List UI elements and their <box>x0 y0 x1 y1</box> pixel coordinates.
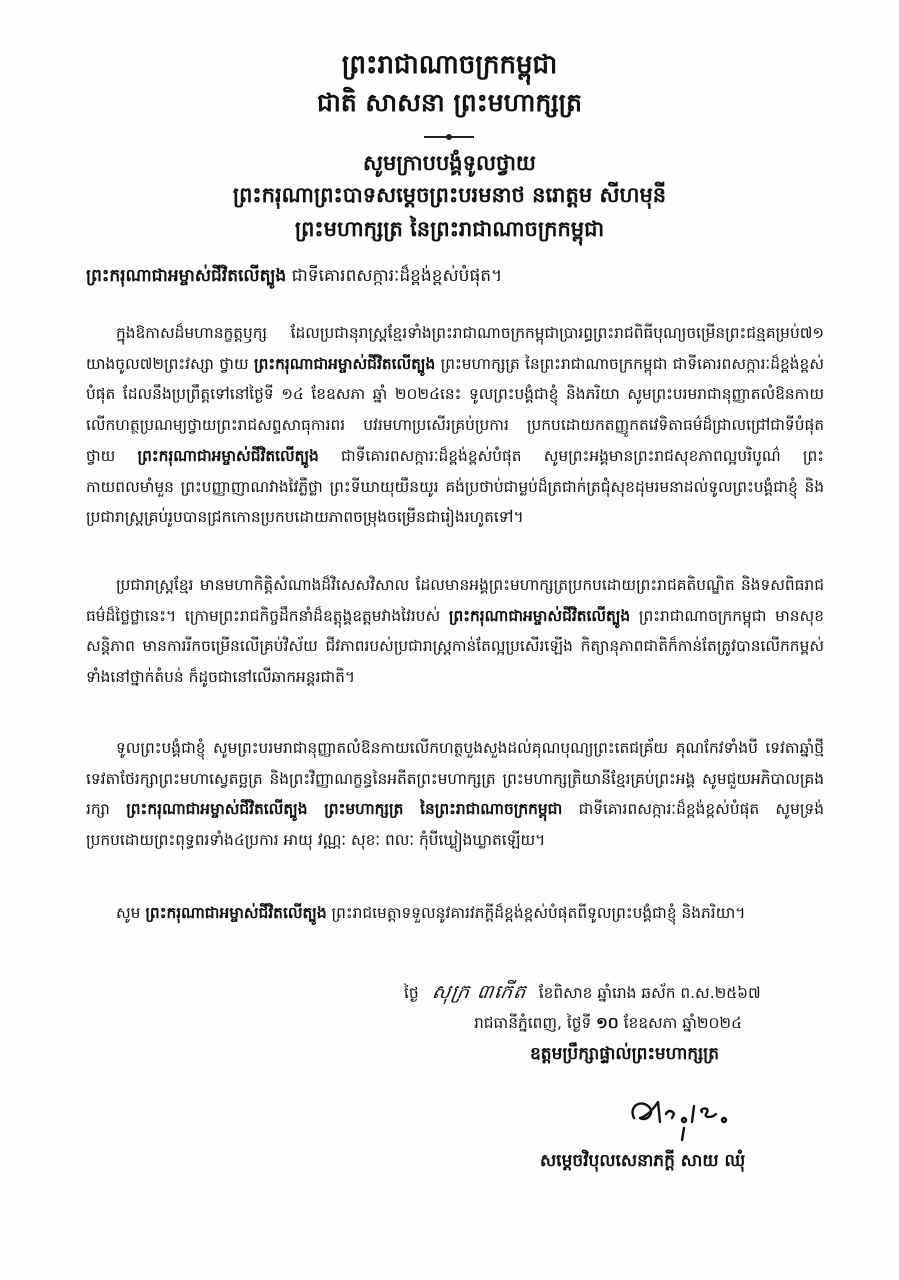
day-prefix: ថ្ងៃ <box>404 984 419 1002</box>
lunar-date-line <box>404 980 844 1008</box>
paragraph-4-bold-a: ព្រះករុណាជាអម្ចាស់ជីវិតលើត្បូង <box>145 904 327 922</box>
salutation-rest: ជាទីគោរពសក្ការៈដ៏ខ្ពង់ខ្ពស់បំផុត។ <box>291 266 503 286</box>
salutation-title: ព្រះករុណាជាអម្ចាស់ជីវិតលើត្បូង <box>86 266 287 286</box>
paragraph-1-text-a: ក្នុងឱកាសដ៏មហានក្ខត្តឫក្ស ដែលប្រជានុរាស្ត្រខ្មែរទាំងព្រះរាជាណាចក្រកម្ពុជាប្រារព្ធព្រះរាជពិធីបុណ្យចម្រើនព្រះជន្មគម្រប់៧១ យាងចូល៧២ព្រះវស្សា ថ្វាយ <box>86 324 824 373</box>
address-line-2: ព្រះករុណាព្រះបាទសម្ដេចព្រះបរមនាថ នរោត្ដម សីហមុនី <box>232 182 667 207</box>
paragraph-1-bold-a: ព្រះករុណាជាអម្ចាស់ជីវិតលើត្បូង <box>254 354 436 373</box>
address-line-1: សូមក្រាបបង្គំទូលថ្វាយ <box>363 150 536 175</box>
paragraph-2-text-a: ប្រជារាស្ត្រខ្មែរ មានមហាកិត្តិសំណាងដ៏វិសេសវិសាល ដែលមានអង្គព្រះមហាក្សត្រប្រកបដោយព្រះរាជគតិបណ្ឌិត និងទសពិធរាជធម៌ដ៏ថ្លៃថ្លានេះ។ ក្រោមព្រះរាជកិច្ចដឹកនាំដ៏ឧត្ដុង្គឧត្ដមវាងវៃរបស់ <box>86 576 824 625</box>
paragraph-2-bold-a: ព្រះករុណាជាអម្ចាស់ជីវិតលើត្បូង <box>448 606 631 625</box>
address-line-3: ព្រះមហាក្សត្រ នៃព្រះរាជាណាចក្រកម្ពុជា <box>294 216 605 241</box>
paragraph-3-bold-a: ព្រះករុណាជាអម្ចាស់ជីវិតលើត្បូង ព្រះមហាក្សត្រ នៃព្រះរាជាណាចក្រកម្ពុជា <box>126 800 563 819</box>
ornamental-divider <box>424 136 474 138</box>
paragraph-3-text-b: ជាទីគោរពសក្ការៈដ៏ខ្ពង់ខ្ពស់បំផុត សូមទ្រង់ប្រកបដោយព្រះពុទ្ធពរទាំង៤ប្រការ អាយុ វណ្ណៈ សុខៈ ពលៈ កុំបីឃ្លៀងឃ្លាតឡើយ។ <box>86 800 824 850</box>
kingdom-title: ព្រះរាជាណាចក្រកម្ពុជា <box>341 50 558 80</box>
lunar-date: ខែពិសាខ ឆ្នាំរោង ឆស័ក ព.ស.២៥៦៧ <box>538 984 761 1002</box>
paragraph-3 <box>86 733 824 893</box>
paragraph-4-text-a: សូម <box>116 904 141 922</box>
paragraph-1 <box>86 318 824 568</box>
paragraph-2 <box>86 570 824 730</box>
handwritten-signature <box>624 1088 744 1148</box>
handwritten-day: សុក្រ ៣កើត <box>430 981 528 1003</box>
paragraph-4-text-b: ព្រះរាជមេត្តាទទួលនូវគារវភក្តីដ៏ខ្ពង់ខ្ពស់បំផុតពីទូលព្រះបង្គំជាខ្ញុំ និងភរិយា។ <box>331 904 746 922</box>
paragraph-4 <box>86 898 824 968</box>
paragraph-1-text-b: ព្រះមហាក្សត្រ នៃព្រះរាជាណាចក្រកម្ពុជា ជាទីគោរពសក្ការៈដ៏ខ្ពង់ខ្ពស់បំផុត ដែលនឹងប្រព្រឹត្តទៅនៅថ្ងៃទី ១៤ ខែឧសភា ឆ្នាំ ២០២៤នេះ ទូលព្រះបង្គំជាខ្ញុំ និងភរិយា សូមព្រះបរមរាជានុញ្ញាតលំឱនកាយលើកហត្ថប្រណម្យថ្វាយព្រះរាជសព្ទសាធុការពរ បវរមហាប្រសើរគ្រប់ប្រការ ប្រកបដោយកតញ្ញូកតវេទិតាធម៌ដ៏ជ្រាលជ្រៅជាទីបំផុត ថ្វាយ <box>86 354 824 465</box>
national-motto: ជាតិ សាសនា ព្រះមហាក្សត្រ <box>317 88 582 117</box>
place-date-prefix: រាជធានីភ្នំពេញ, ថ្ងៃទី <box>474 1014 592 1032</box>
signer-title: ឧត្តមប្រឹក្សាផ្ទាល់ព្រះមហាក្សត្រ <box>530 1044 720 1064</box>
place-date-suffix: ខែឧសភា ឆ្នាំ២០២៤ <box>623 1014 742 1032</box>
signer-name: សម្ដេចវិបុលសេនាភក្ដី សាយ ឈុំ <box>540 1151 746 1171</box>
day-number: ១០ <box>596 1014 619 1032</box>
paragraph-2-text-b: ព្រះរាជាណាចក្រកម្ពុជា មានសុខសន្តិភាព មានការរីកចម្រើនលើគ្រប់វិស័យ ជីវភាពរបស់ប្រជារាស្ត្រកាន់តែល្អប្រសើរឡើង កិត្យានុភាពជាតិក៏កាន់តែត្រូវបានលើកកម្ពស់ទាំងនៅថ្នាក់តំបន់ ក៏ដូចជានៅលើឆាកអន្តរជាតិ។ <box>86 606 824 687</box>
paragraph-1-bold-b: ព្រះករុណាជាអម្ចាស់ជីវិតលើត្បូង <box>137 446 319 465</box>
place-date-line <box>474 1013 874 1036</box>
salutation <box>86 262 826 290</box>
paragraph-1-text-c: ជាទីគោរពសក្ការៈដ៏ខ្ពង់ខ្ពស់បំផុត សូមព្រះអង្គមានព្រះរាជសុខភាពល្អបរិបូណ៌ ព្រះកាយពលមាំមួន ព្រះបញ្ញាញាណវាងវៃភ្លឺថ្លា ព្រះទីឃាយុយឺនយូរ គង់ប្រថាប់ជាម្លប់ដ៏ត្រជាក់ត្រជុំសុខដុមរមនាដល់ទូលព្រះបង្គំជាខ្ញុំ និងប្រជារាស្ត្រគ្រប់រូបបានជ្រកកោនប្រកបដោយភាពចម្រុងចម្រើនជារៀងរហូតទៅ។ <box>86 446 824 527</box>
paragraph-3-text-a: ទូលព្រះបង្គំជាខ្ញុំ សូមព្រះបរមរាជានុញ្ញាតលំឱនកាយលើកហត្ថបួងសួងដល់គុណបុណ្យព្រះតេជគ្រ័យ គុណកែវទាំងបី ទេវតាឆ្នាំថ្មី ទេវតាថែរក្សាព្រះមហាស្វេតច្ឆត្រ និងព្រះវិញ្ញាណក្ខន្ធនៃអតីតព្រះមហាក្សត្រ ព្រះមហាក្សត្រិយានីខ្មែរគ្រប់ព្រះអង្គ សូមជួយអភិបាលគ្រងរក្សា <box>86 739 824 819</box>
